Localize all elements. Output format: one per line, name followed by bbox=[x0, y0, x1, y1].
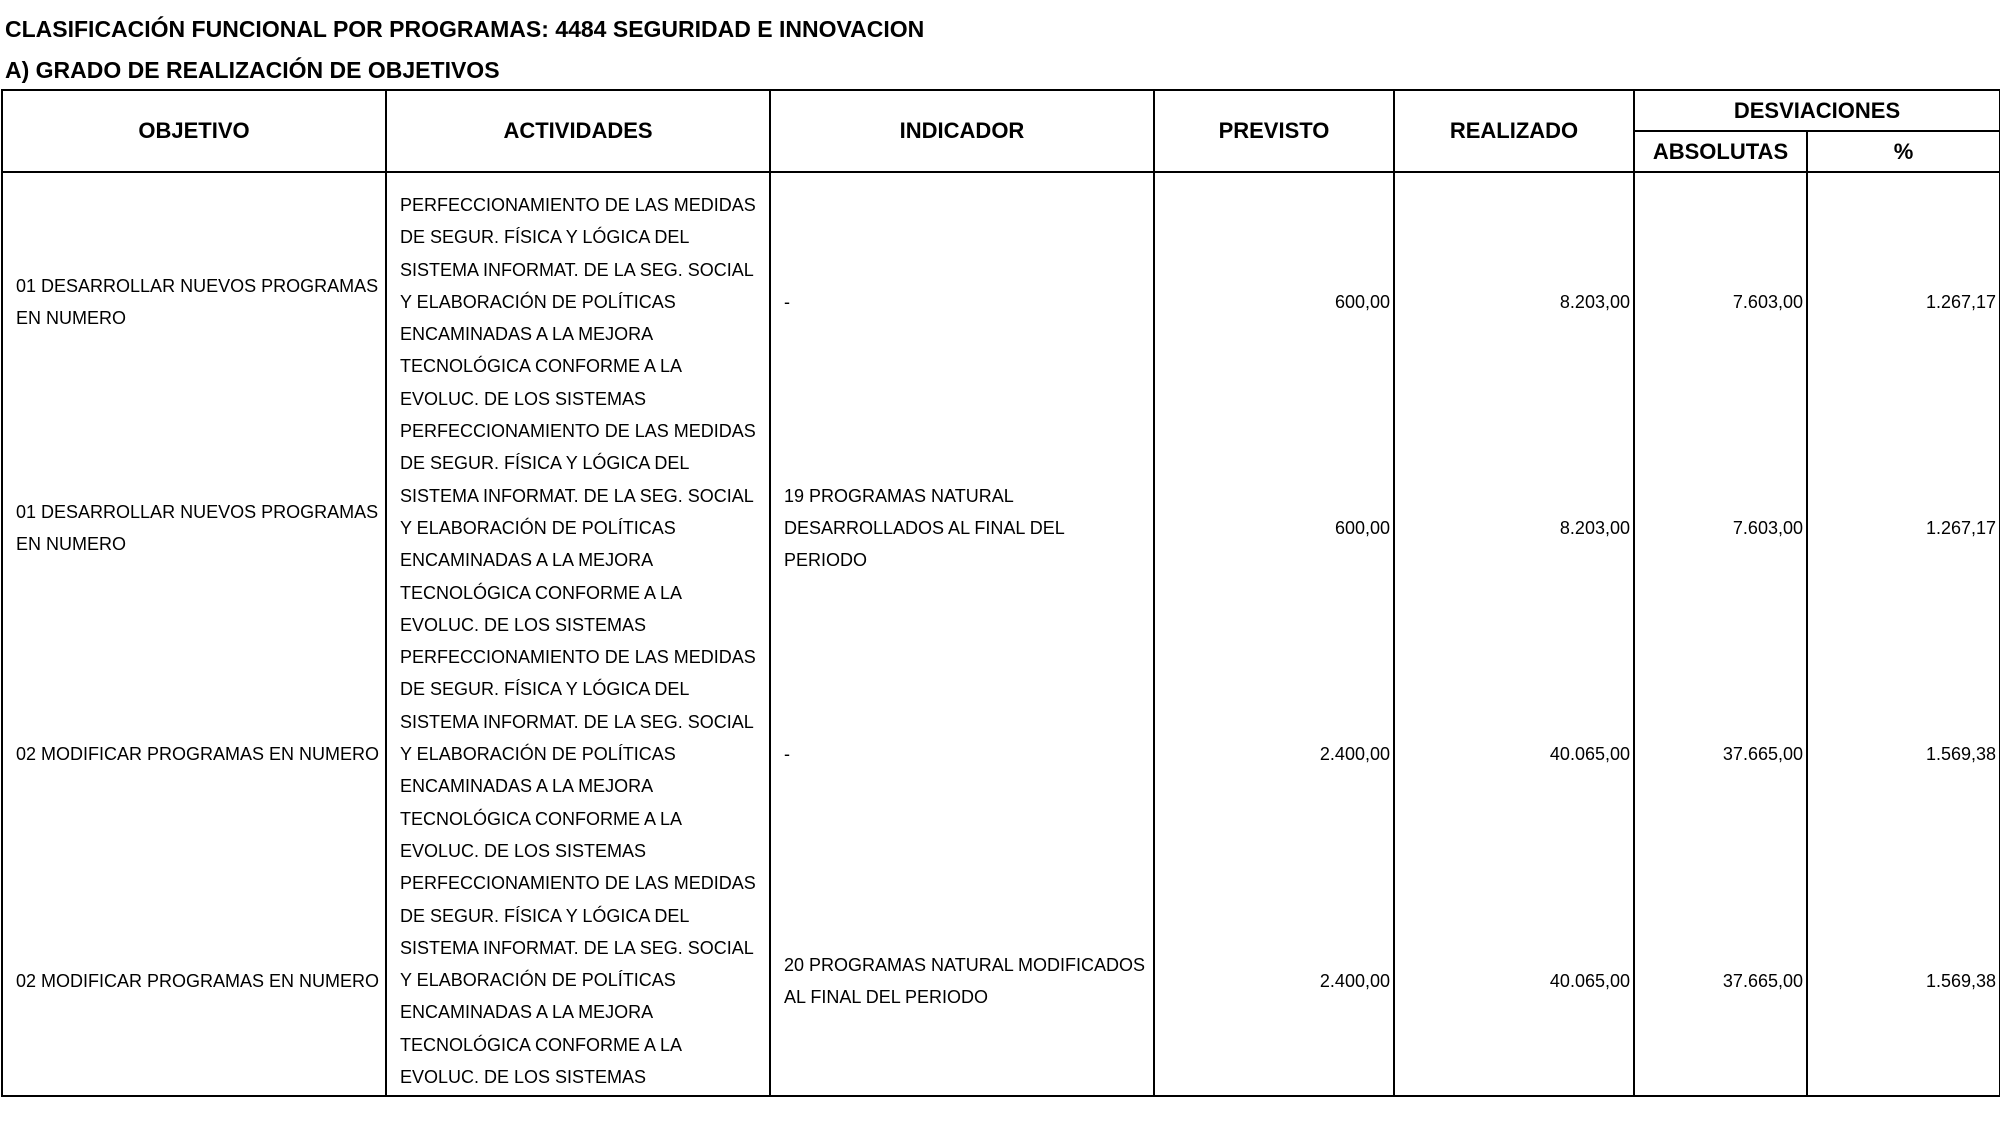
cell-percent: 1.267,17 bbox=[1807, 415, 2000, 641]
column-header-indicador: INDICADOR bbox=[770, 90, 1154, 172]
cell-realizado: 8.203,00 bbox=[1394, 415, 1634, 641]
cell-previsto: 600,00 bbox=[1154, 415, 1394, 641]
cell-absolutas: 7.603,00 bbox=[1634, 172, 1807, 415]
cell-indicador: - bbox=[770, 641, 1154, 867]
cell-absolutas: 7.603,00 bbox=[1634, 415, 1807, 641]
cell-previsto: 2.400,00 bbox=[1154, 641, 1394, 867]
cell-objetivo: 02 MODIFICAR PROGRAMAS EN NUMERO bbox=[2, 641, 386, 867]
column-header-previsto: PREVISTO bbox=[1154, 90, 1394, 172]
column-header-percent: % bbox=[1807, 131, 2000, 172]
cell-indicador: 19 PROGRAMAS NATURAL DESARROLLADOS AL FINAL DEL PERIODO bbox=[770, 415, 1154, 641]
column-header-absolutas: ABSOLUTAS bbox=[1634, 131, 1807, 172]
cell-realizado: 8.203,00 bbox=[1394, 172, 1634, 415]
column-header-desviaciones: DESVIACIONES bbox=[1634, 90, 2000, 131]
cell-percent: 1.569,38 bbox=[1807, 867, 2000, 1096]
cell-objetivo: 02 MODIFICAR PROGRAMAS EN NUMERO bbox=[2, 867, 386, 1096]
cell-objetivo: 01 DESARROLLAR NUEVOS PROGRAMAS EN NUMERO bbox=[2, 415, 386, 641]
cell-actividades: PERFECCIONAMIENTO DE LAS MEDIDAS DE SEGUR. FÍSICA Y LÓGICA DEL SISTEMA INFORMAT. DE LA SEG. SOCIAL Y ELABORACIÓN DE POLÍTICAS ENCAMINADAS A LA MEJORA TECNOLÓGICA CONFORME A LA EVOLUC. DE LOS SISTEMAS bbox=[386, 172, 770, 415]
table-row bbox=[2, 415, 2000, 641]
section-subtitle: A) GRADO DE REALIZACIÓN DE OBJETIVOS bbox=[5, 57, 500, 83]
cell-percent: 1.267,17 bbox=[1807, 172, 2000, 415]
cell-actividades: PERFECCIONAMIENTO DE LAS MEDIDAS DE SEGUR. FÍSICA Y LÓGICA DEL SISTEMA INFORMAT. DE LA SEG. SOCIAL Y ELABORACIÓN DE POLÍTICAS ENCAMINADAS A LA MEJORA TECNOLÓGICA CONFORME A LA EVOLUC. DE LOS SISTEMAS bbox=[386, 641, 770, 867]
cell-percent: 1.569,38 bbox=[1807, 641, 2000, 867]
table-row bbox=[2, 867, 2000, 1096]
objectives-table bbox=[1, 89, 2000, 1097]
cell-actividades: PERFECCIONAMIENTO DE LAS MEDIDAS DE SEGUR. FÍSICA Y LÓGICA DEL SISTEMA INFORMAT. DE LA SEG. SOCIAL Y ELABORACIÓN DE POLÍTICAS ENCAMINADAS A LA MEJORA TECNOLÓGICA CONFORME A LA EVOLUC. DE LOS SISTEMAS bbox=[386, 415, 770, 641]
cell-indicador: 20 PROGRAMAS NATURAL MODIFICADOS AL FINAL DEL PERIODO bbox=[770, 867, 1154, 1096]
table-row bbox=[2, 641, 2000, 867]
cell-absolutas: 37.665,00 bbox=[1634, 867, 1807, 1096]
table-row bbox=[2, 172, 2000, 415]
cell-indicador: - bbox=[770, 172, 1154, 415]
column-header-actividades: ACTIVIDADES bbox=[386, 90, 770, 172]
cell-actividades: PERFECCIONAMIENTO DE LAS MEDIDAS DE SEGUR. FÍSICA Y LÓGICA DEL SISTEMA INFORMAT. DE LA SEG. SOCIAL Y ELABORACIÓN DE POLÍTICAS ENCAMINADAS A LA MEJORA TECNOLÓGICA CONFORME A LA EVOLUC. DE LOS SISTEMAS bbox=[386, 867, 770, 1096]
cell-objetivo: 01 DESARROLLAR NUEVOS PROGRAMAS EN NUMERO bbox=[2, 172, 386, 415]
cell-previsto: 2.400,00 bbox=[1154, 867, 1394, 1096]
cell-absolutas: 37.665,00 bbox=[1634, 641, 1807, 867]
column-header-objetivo: OBJETIVO bbox=[2, 90, 386, 172]
cell-realizado: 40.065,00 bbox=[1394, 641, 1634, 867]
cell-realizado: 40.065,00 bbox=[1394, 867, 1634, 1096]
cell-previsto: 600,00 bbox=[1154, 172, 1394, 415]
page-title: CLASIFICACIÓN FUNCIONAL POR PROGRAMAS: 4484 SEGURIDAD E INNOVACION bbox=[5, 16, 925, 42]
column-header-realizado: REALIZADO bbox=[1394, 90, 1634, 172]
